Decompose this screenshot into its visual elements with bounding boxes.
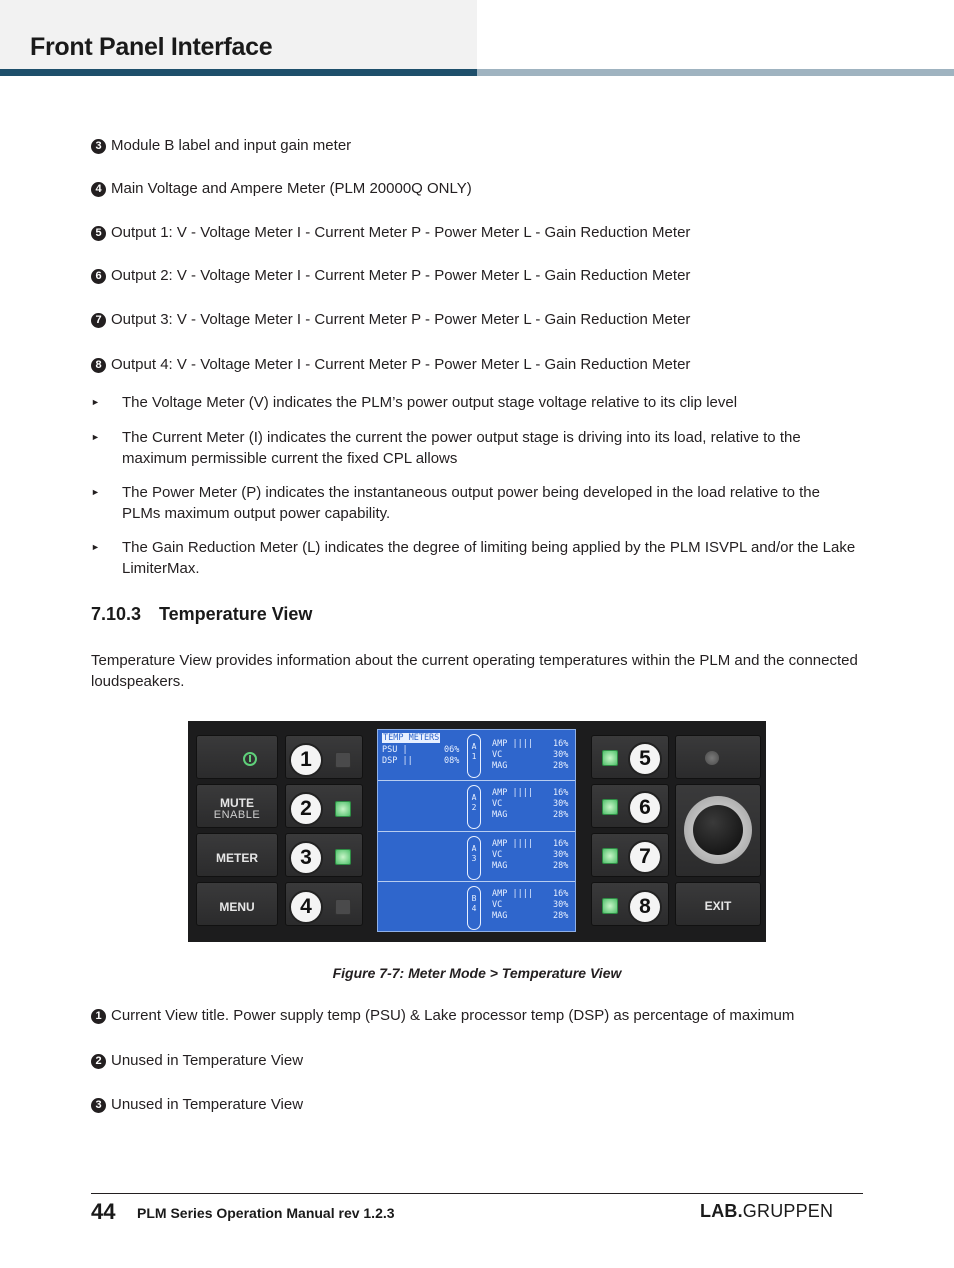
vc-label: VC (492, 750, 503, 760)
callout-6: 6 (628, 791, 662, 825)
enable-label: ENABLE (213, 809, 261, 821)
brand-lab: LAB. (700, 1201, 743, 1221)
lcd-divider (378, 831, 575, 832)
bullet-arrow-icon: ► (91, 542, 100, 552)
numbered-item-text: Unused in Temperature View (111, 1096, 304, 1113)
channel-led-2 (335, 801, 351, 817)
numbered-item-text: Module B label and input gain meter (111, 137, 352, 154)
dsp-label: DSP || (382, 756, 413, 766)
meter-label: METER (216, 851, 258, 865)
numbered-item-text: Main Voltage and Ampere Meter (PLM 20000Q ONLY) (111, 180, 472, 197)
mag-value: 28% (553, 761, 569, 771)
front-panel-figure (188, 721, 766, 942)
number-badge: 2 (91, 1054, 106, 1069)
power-button (196, 735, 278, 779)
numbered-item (91, 180, 472, 197)
figure-caption: Figure 7-7: Meter Mode > Temperature View (332, 965, 622, 981)
channel-led-3 (335, 849, 351, 865)
rotary-encoder-housing (675, 784, 761, 877)
rotary-knob-icon (693, 805, 743, 855)
bullet-item (91, 482, 861, 524)
callout-2: 2 (289, 792, 323, 826)
brand-logo (700, 1201, 833, 1222)
lcd-title: TEMP METERS (383, 733, 440, 743)
page-number: 44 (91, 1199, 116, 1224)
vc-label: VC (492, 799, 503, 809)
output-led-5 (602, 750, 618, 766)
mute-label: MUTE (220, 796, 254, 810)
amp-value: 16% (553, 839, 569, 849)
header-rule-light (477, 69, 954, 76)
channel-tag-letter: B (471, 894, 477, 903)
header-rule-dark (0, 69, 477, 76)
channel-led-4 (335, 899, 351, 915)
lcd-divider (378, 780, 575, 781)
vc-label: VC (492, 900, 503, 910)
brand-gruppen: GRUPPEN (742, 1201, 834, 1221)
channel-tag-number: 1 (471, 752, 477, 761)
channel-tag (467, 886, 481, 930)
numbered-item-text: Output 3: V - Voltage Meter I - Current Meter P - Power Meter L - Gain Reduction Meter (111, 311, 691, 328)
amp-label: AMP |||| (492, 839, 533, 849)
number-badge: 8 (91, 358, 106, 373)
numbered-item-text: Output 1: V - Voltage Meter I - Current Meter P - Power Meter L - Gain Reduction Meter (111, 224, 691, 241)
numbered-item (91, 311, 690, 328)
callout-7: 7 (628, 840, 662, 874)
psu-value: 06% (444, 745, 460, 755)
bullet-text: The Voltage Meter (V) indicates the PLM’s power output stage voltage relative to its clip level (122, 394, 738, 411)
channel-led-1 (335, 752, 351, 768)
amp-value: 16% (553, 739, 569, 749)
number-badge: 5 (91, 226, 106, 241)
numbered-item (91, 1007, 794, 1024)
channel-tag-letter: A (471, 844, 477, 853)
channel-tag-number: 2 (471, 803, 477, 812)
number-badge: 1 (91, 1009, 106, 1024)
power-icon (243, 752, 257, 766)
callout-5: 5 (628, 742, 662, 776)
numbered-item (91, 1096, 303, 1113)
numbered-item (91, 356, 690, 373)
vc-label: VC (492, 850, 503, 860)
number-badge: 4 (91, 182, 106, 197)
vc-value: 30% (553, 900, 569, 910)
intro-paragraph: Temperature View provides information about the current operating temperatures within the PLM and the connected loudspeakers. (91, 652, 858, 690)
section-heading (91, 604, 312, 625)
output-led-7 (602, 848, 618, 864)
amp-label: AMP |||| (492, 739, 533, 749)
amp-value: 16% (553, 788, 569, 798)
footer-rule (91, 1193, 863, 1194)
output-led-6 (602, 799, 618, 815)
lcd-display (377, 729, 576, 932)
mag-label: MAG (492, 810, 508, 820)
callout-1: 1 (289, 743, 323, 777)
menu-label: MENU (219, 900, 255, 914)
numbered-item-text: Current View title. Power supply temp (PSU) & Lake processor temp (DSP) as percentage of maximum (111, 1007, 795, 1024)
number-badge: 3 (91, 1098, 106, 1113)
callout-8: 8 (628, 890, 662, 924)
mag-label: MAG (492, 761, 508, 771)
psu-label: PSU | (382, 745, 408, 755)
numbered-item-text: Output 2: V - Voltage Meter I - Current Meter P - Power Meter L - Gain Reduction Meter (111, 267, 691, 284)
number-badge: 3 (91, 139, 106, 154)
amp-label: AMP |||| (492, 889, 533, 899)
meter-button (196, 833, 278, 877)
callout-4: 4 (289, 890, 323, 924)
numbered-item (91, 1052, 303, 1069)
channel-tag-number: 3 (471, 854, 477, 863)
mag-value: 28% (553, 810, 569, 820)
number-badge: 6 (91, 269, 106, 284)
channel-tag-letter: A (471, 793, 477, 802)
exit-button (675, 882, 761, 926)
number-badge: 7 (91, 313, 106, 328)
exit-label: EXIT (704, 899, 732, 913)
channel-tag-letter: A (471, 742, 477, 751)
mute-enable-button (196, 784, 278, 828)
callout-3: 3 (289, 841, 323, 875)
section-number: 7.10.3 (91, 604, 142, 624)
amp-label: AMP |||| (492, 788, 533, 798)
manual-title: PLM Series Operation Manual rev 1.2.3 (137, 1205, 395, 1221)
channel-tag (467, 836, 481, 880)
channel-tag (467, 734, 481, 778)
mag-label: MAG (492, 911, 508, 921)
bullet-arrow-icon: ► (91, 432, 100, 442)
mag-label: MAG (492, 861, 508, 871)
indicator-led (705, 751, 719, 765)
numbered-item (91, 137, 351, 154)
channel-tag-number: 4 (471, 904, 477, 913)
bullet-arrow-icon: ► (91, 487, 100, 497)
bullet-text: The Power Meter (P) indicates the instantaneous output power being developed in the load relative to the PLMs maximum output power capability. (122, 484, 820, 522)
page-header-title: Front Panel Interface (30, 33, 273, 61)
bullet-item (91, 537, 861, 579)
section-title: Temperature View (159, 604, 313, 624)
bullet-item (91, 427, 861, 469)
output-led-8 (602, 898, 618, 914)
dsp-value: 08% (444, 756, 460, 766)
lcd-divider (378, 881, 575, 882)
mag-value: 28% (553, 861, 569, 871)
numbered-item (91, 224, 690, 241)
channel-tag (467, 785, 481, 829)
bullet-text: The Current Meter (I) indicates the current the power output stage is driving into its load, relative to the maximum permissible current the fixed CPL allows (122, 429, 801, 467)
numbered-item (91, 267, 690, 284)
bullet-item (91, 392, 861, 413)
mag-value: 28% (553, 911, 569, 921)
numbered-item-text: Output 4: V - Voltage Meter I - Current Meter P - Power Meter L - Gain Reduction Meter (111, 356, 691, 373)
menu-button (196, 882, 278, 926)
vc-value: 30% (553, 799, 569, 809)
amp-value: 16% (553, 889, 569, 899)
bullet-text: The Gain Reduction Meter (L) indicates the degree of limiting being applied by the PLM ISVPL and/or the Lake LimiterMax. (122, 539, 856, 577)
vc-value: 30% (553, 750, 569, 760)
indicator-button (675, 735, 761, 779)
vc-value: 30% (553, 850, 569, 860)
numbered-item-text: Unused in Temperature View (111, 1052, 304, 1069)
bullet-arrow-icon: ► (91, 397, 100, 407)
